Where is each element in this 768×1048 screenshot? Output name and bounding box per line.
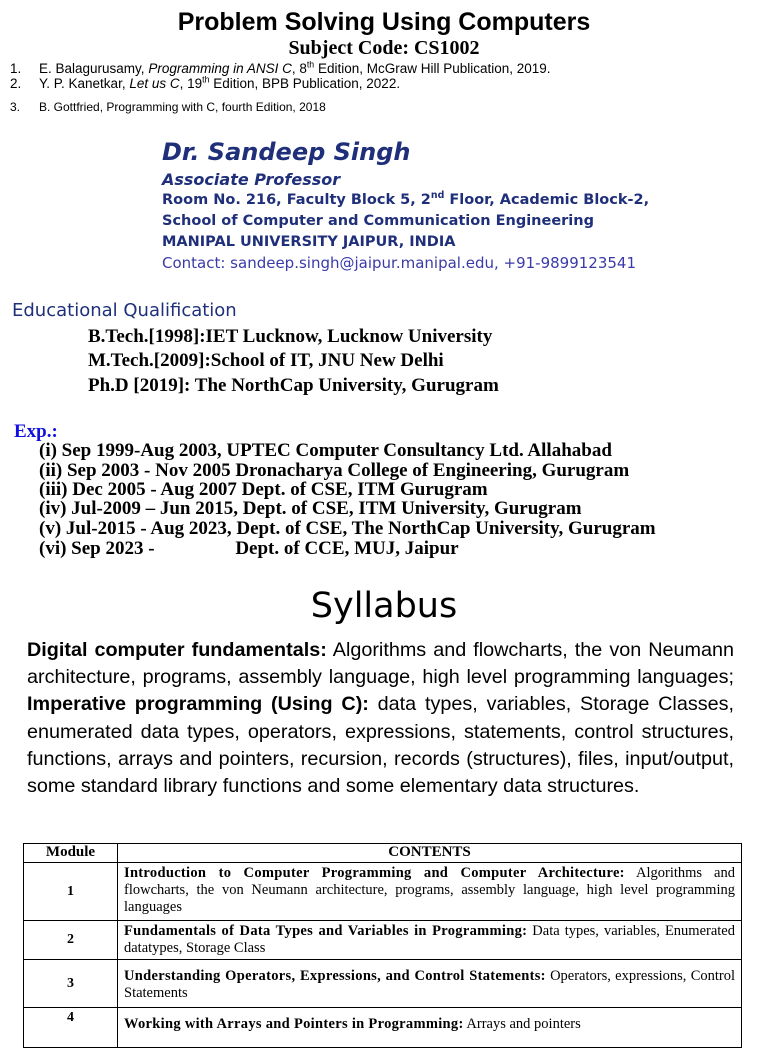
module-number: 1	[24, 863, 118, 921]
contents-column-header: CONTENTS	[118, 844, 742, 863]
experience-item: (i) Sep 1999-Aug 2003, UPTEC Computer Consultancy Ltd. Allahabad	[39, 440, 612, 461]
syllabus-bold-2: Imperative programming (Using C):	[27, 693, 369, 716]
module-number: 2	[24, 921, 118, 960]
document-title: Problem Solving Using Computers	[177, 8, 591, 36]
professor-designation: Associate Professor	[162, 170, 341, 189]
subject-code: Subject Code: CS1002	[288, 37, 480, 59]
module-title: Fundamentals of Data Types and Variables in Programming:	[124, 923, 528, 939]
reference-book: Programming in ANSI C	[148, 61, 292, 76]
professor-school: School of Computer and Communication Engineering	[162, 213, 594, 229]
module-contents	[118, 960, 742, 1008]
experience-item: (iv) Jul-2009 – Jun 2015, Dept. of CSE, ITM University, Gurugram	[39, 498, 582, 519]
reference-3	[10, 100, 326, 114]
reference-sup: th	[306, 59, 315, 70]
reference-number: 1.	[10, 61, 22, 76]
module-title: Understanding Operators, Expressions, and Control Statements:	[124, 968, 546, 984]
syllabus-text-2: data types, variables, Storage Classes, enumerated data types, operators, expressions, statements, control structures, functions, arrays and pointers, recursion, records (structures), files, input/output, some standard library functions and some elementary data structures.	[27, 693, 734, 798]
module-column-header: Module	[24, 844, 118, 863]
reference-number: 3.	[10, 100, 21, 114]
module-description: Arrays and pointers	[463, 1016, 581, 1032]
reference-author: Y. P. Kanetkar,	[39, 76, 130, 91]
module-number: 4	[24, 1008, 118, 1048]
table-row	[24, 863, 742, 921]
syllabus-paragraph	[27, 637, 734, 800]
experience-item: (vi) Sep 2023 - Dept. of CCE, MUJ, Jaipur	[39, 538, 459, 559]
reference-number: 2.	[10, 76, 22, 91]
professor-university: MANIPAL UNIVERSITY JAIPUR, INDIA	[162, 234, 456, 250]
professor-room	[162, 192, 649, 208]
education-item: B.Tech.[1998]:IET Lucknow, Lucknow University	[88, 326, 493, 347]
module-description: Data types, variables, Enumerated datatypes, Storage Class	[124, 923, 735, 956]
experience-item: (v) Jul-2015 - Aug 2023, Dept. of CSE, The NorthCap University, Gurugram	[39, 518, 656, 539]
syllabus-bold-1: Digital computer fundamentals:	[27, 639, 327, 661]
reference-sup: th	[202, 74, 210, 85]
module-contents	[118, 1008, 742, 1048]
reference-1	[10, 61, 551, 76]
table-header-row	[24, 844, 742, 863]
experience-item: (ii) Sep 2003 - Nov 2005 Dronacharya College of Engineering, Gurugram	[39, 460, 630, 481]
experience-item: (iii) Dec 2005 - Aug 2007 Dept. of CSE, ITM Gurugram	[39, 479, 488, 500]
table-row	[24, 960, 742, 1008]
reference-edition: , 8	[291, 61, 307, 76]
reference-edition: , 19	[179, 76, 203, 91]
reference-book: Let us C	[129, 76, 180, 91]
module-title: Introduction to Computer Programming and Computer Architecture:	[124, 865, 625, 881]
reference-rest: Edition, McGraw Hill Publication, 2019.	[314, 61, 551, 76]
modules-table	[23, 843, 742, 1048]
professor-name: Dr. Sandeep Singh	[162, 138, 411, 166]
syllabus-text-1: Algorithms and flowcharts, the von Neumann architecture, programs, assembly language, high level programming languages;	[27, 639, 735, 689]
education-heading: Educational Qualification	[12, 300, 237, 321]
reference-text: B. Gottfried, Programming with C, fourth Edition, 2018	[39, 100, 326, 114]
reference-author: E. Balagurusamy,	[39, 61, 149, 76]
module-description: Algorithms and flowcharts, the von Neumann architecture, programs, assembly language, high level programming languages	[124, 865, 735, 915]
table-row	[24, 921, 742, 960]
module-contents	[118, 921, 742, 960]
table-row	[24, 1008, 742, 1048]
room-text-a: Room No. 216, Faculty Block 5, 2	[162, 192, 431, 208]
experience-heading: Exp.:	[14, 421, 58, 442]
module-number: 3	[24, 960, 118, 1008]
module-contents	[118, 863, 742, 921]
education-item: M.Tech.[2009]:School of IT, JNU New Delhi	[88, 350, 444, 371]
reference-2	[10, 76, 400, 91]
education-item: Ph.D [2019]: The NorthCap University, Gurugram	[88, 375, 499, 396]
professor-contact: Contact: sandeep.singh@jaipur.manipal.edu, +91-9899123541	[162, 254, 637, 272]
room-text-b: Floor, Academic Block-2,	[444, 192, 650, 208]
room-sup: nd	[430, 190, 445, 202]
module-description: Operators, expressions, Control Statements	[124, 968, 735, 1001]
syllabus-heading: Syllabus	[310, 586, 458, 626]
reference-rest: Edition, BPB Publication, 2022.	[209, 76, 401, 91]
module-title: Working with Arrays and Pointers in Programming:	[124, 1016, 464, 1032]
